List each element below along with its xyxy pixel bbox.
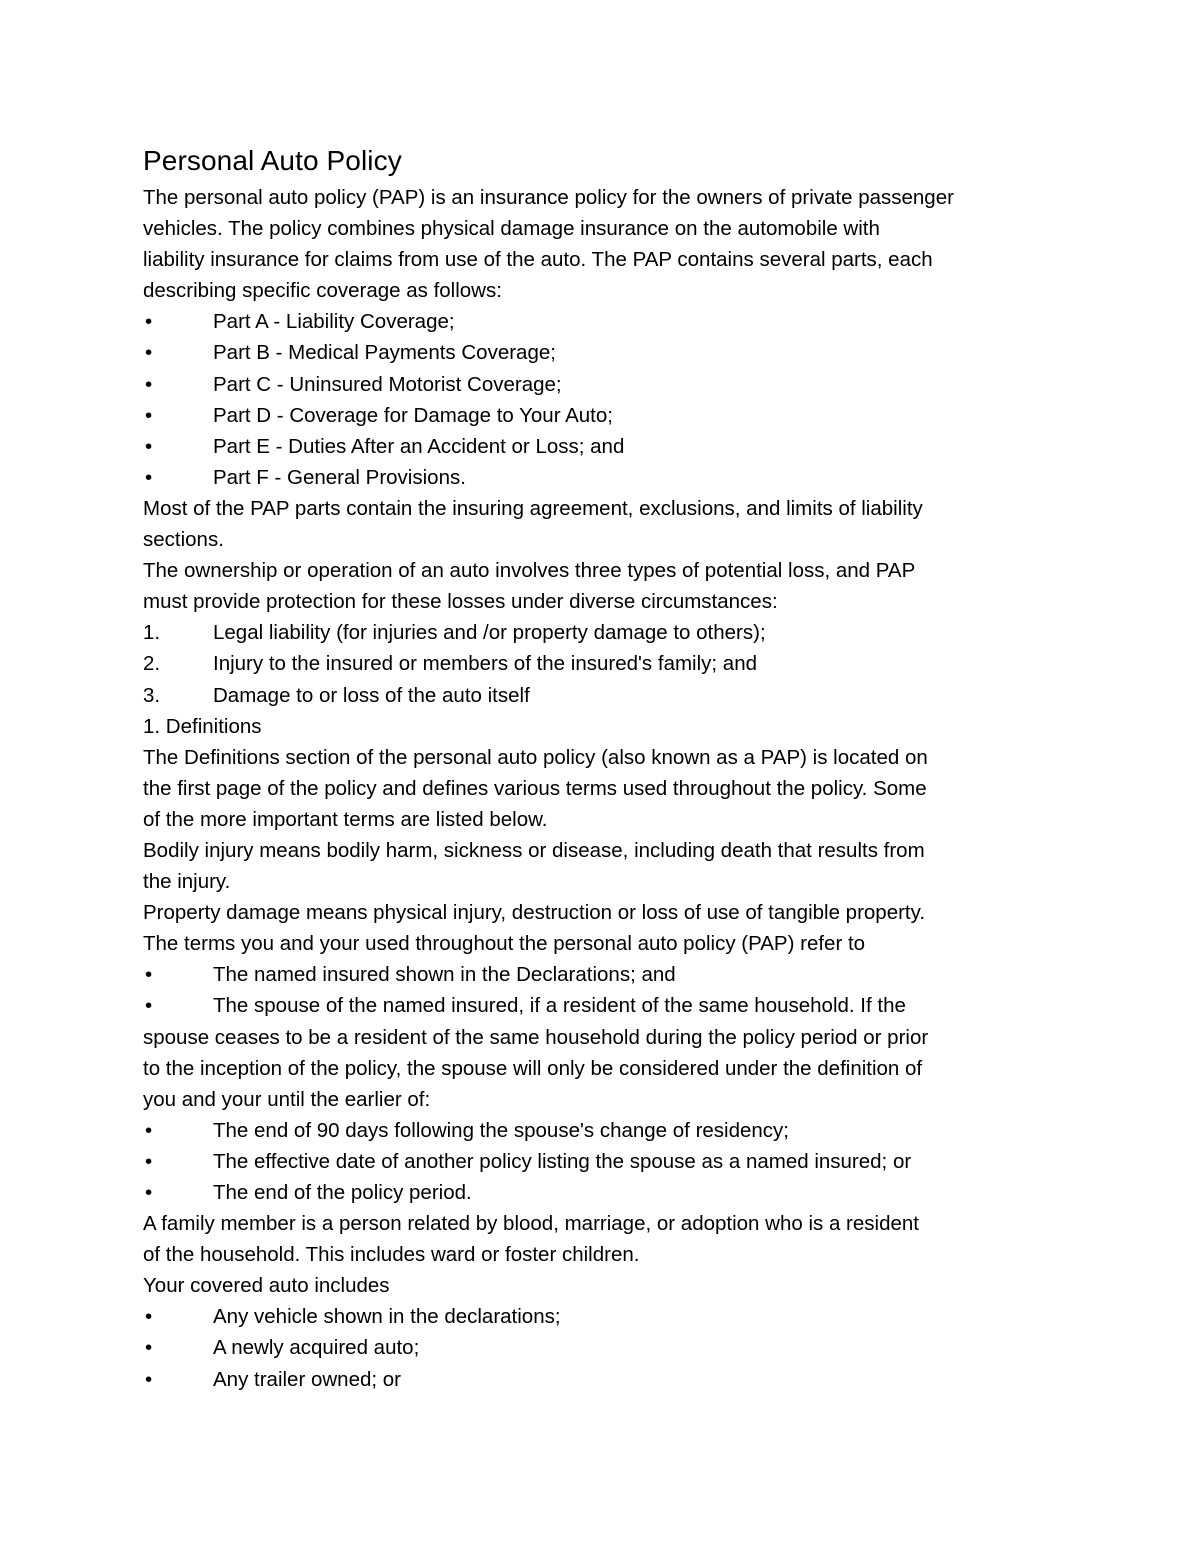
list-item-text: The effective date of another policy listing the spouse as a named insured; or [213, 1149, 912, 1173]
list-item-text: A newly acquired auto; [213, 1336, 420, 1360]
list-item [143, 1177, 1073, 1208]
document-title: Personal Auto Policy [143, 145, 402, 176]
paragraph-line: you and your until the earlier of: [143, 1087, 431, 1111]
bullet-marker: • [145, 1367, 153, 1391]
bullet-marker: • [145, 403, 153, 427]
earlier-of-list [143, 1115, 1073, 1208]
paragraph-line: the injury. [143, 870, 231, 894]
intro-line: vehicles. The policy combines physical damage insurance on the automobile with [143, 217, 880, 241]
spouse-paragraph [143, 1022, 1073, 1115]
bullet-marker: • [145, 1336, 153, 1360]
intro-line: liability insurance for claims from use of the auto. The PAP contains several parts, each [143, 248, 933, 272]
list-item [143, 680, 1073, 711]
list-item [143, 617, 1073, 648]
bullet-marker: • [145, 1118, 153, 1142]
number-marker: 2. [143, 652, 161, 676]
bullet-marker: • [145, 341, 153, 365]
list-item [143, 1332, 1073, 1363]
list-item [143, 990, 1073, 1021]
paragraph-line: of the household. This includes ward or foster children. [143, 1243, 640, 1267]
paragraph-line: The Definitions section of the personal auto policy (also known as a PAP) is located on [143, 745, 928, 769]
number-marker: 1. [143, 621, 161, 645]
paragraph-line: the first page of the policy and defines various terms used throughout the policy. Some [143, 776, 927, 800]
list-item-text: The end of the policy period. [213, 1181, 472, 1204]
paragraph-line: to the inception of the policy, the spouse will only be considered under the definition of [143, 1056, 923, 1080]
list-item-text: Part C - Uninsured Motorist Coverage; [213, 372, 562, 396]
definitions-section [143, 711, 1073, 960]
section-heading: 1. Definitions [143, 714, 262, 738]
paragraph-line: Most of the PAP parts contain the insuring agreement, exclusions, and limits of liability [143, 496, 923, 520]
bullet-marker: • [145, 372, 153, 396]
list-item-text: Any trailer owned; or [213, 1367, 402, 1391]
list-item [143, 369, 1073, 400]
list-item [143, 400, 1073, 431]
covered-auto-list [143, 1301, 1073, 1394]
list-item [143, 337, 1073, 368]
list-item-text: Part B - Medical Payments Coverage; [213, 341, 556, 365]
bullet-marker: • [145, 1305, 153, 1329]
list-item-text: Injury to the insured or members of the insured's family; and [213, 652, 758, 676]
number-marker: 3. [143, 683, 161, 707]
loss-types-list [143, 617, 1073, 710]
bullet-marker: • [145, 1181, 153, 1204]
list-item [143, 959, 1073, 990]
list-item-text: Part E - Duties After an Accident or Loss; and [213, 434, 625, 458]
list-item [143, 1301, 1073, 1332]
paragraph-line: Property damage means physical injury, destruction or loss of use of tangible property. [143, 901, 926, 925]
list-item-text: The spouse of the named insured, if a resident of the same household. If the [213, 994, 906, 1018]
list-item [143, 1364, 1073, 1395]
list-item-text: Legal liability (for injuries and /or property damage to others); [213, 621, 766, 645]
intro-line: describing specific coverage as follows: [143, 279, 502, 303]
list-item [143, 1115, 1073, 1146]
bullet-marker: • [145, 963, 153, 987]
parts-list [143, 306, 1073, 493]
bullet-marker: • [145, 994, 153, 1018]
list-item [143, 431, 1073, 462]
paragraph-line: of the more important terms are listed below. [143, 807, 548, 831]
list-item [143, 1146, 1073, 1177]
paragraph-line: spouse ceases to be a resident of the same household during the policy period or prior [143, 1025, 929, 1049]
list-item-text: The end of 90 days following the spouse's change of residency; [213, 1118, 790, 1142]
list-item [143, 462, 1073, 493]
intro-line: The personal auto policy (PAP) is an insurance policy for the owners of private passenger [143, 186, 954, 209]
bullet-marker: • [145, 1149, 153, 1173]
paragraph-line: Your covered auto includes [143, 1274, 390, 1298]
list-item-text: The named insured shown in the Declarations; and [213, 963, 676, 987]
document-page [143, 140, 1073, 1395]
paragraph-line: Bodily injury means bodily harm, sickness or disease, including death that results from [143, 838, 925, 862]
bullet-marker: • [145, 310, 153, 334]
parts-note-paragraph [143, 493, 1073, 617]
list-item [143, 648, 1073, 679]
bullet-marker: • [145, 465, 153, 489]
list-item-text: Part F - General Provisions. [213, 465, 466, 489]
you-definition-list [143, 959, 1073, 1021]
paragraph-line: The ownership or operation of an auto involves three types of potential loss, and PAP [143, 559, 916, 583]
list-item [143, 306, 1073, 337]
paragraph-line: sections. [143, 528, 224, 552]
paragraph-line: must provide protection for these losses under diverse circumstances: [143, 590, 778, 614]
paragraph-line: The terms you and your used throughout the personal auto policy (PAP) refer to [143, 932, 866, 956]
bullet-marker: • [145, 434, 153, 458]
list-item-text: Any vehicle shown in the declarations; [213, 1305, 561, 1329]
family-paragraph [143, 1208, 1073, 1301]
list-item-text: Damage to or loss of the auto itself [213, 683, 530, 707]
paragraph-line: A family member is a person related by blood, marriage, or adoption who is a resident [143, 1212, 919, 1236]
intro-paragraph [143, 182, 1073, 306]
list-item-text: Part D - Coverage for Damage to Your Auto; [213, 403, 613, 427]
list-item-text: Part A - Liability Coverage; [213, 310, 455, 334]
